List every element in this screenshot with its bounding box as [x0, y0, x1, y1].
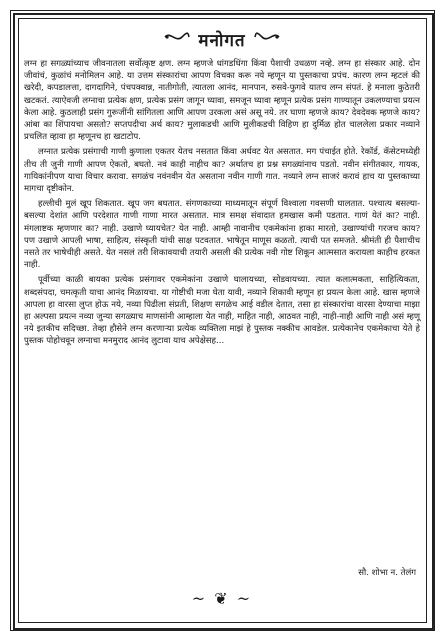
paragraph-3: हल्लीची मुलं खूप शिकतात. खूप जग बघतात. संगणकाच्या माध्यमातून संपूर्ण विश्वाला गवसणी घालतात. पश्चात्य बसल्या-बसल्या देशांत आणि परदेशात गाणी गाणा मारत असतात. मात्र समक्ष संवादात हमखास कमी पडतात. गाणं येतं का? नाही. मंगलाष्टक म्हणणार का? नाही. उखाणे घ्यायचेत? येत नाही. आम्ही नावानीच एकमेकांना हाका मारतो, उखाण्यांची गरजच काय? पण उखाणे आपली भाषा, साहित्य, संस्कृती यांची साक्ष पटवतात. भाषेतून माणूस कळतो. त्याची पत समजते. श्रीमंती ही पैशाचीच नसते तर भाषेचीही असते. येत नसलं तरी शिकावयाची तयारी असली की प्रत्येक नवी गोष्ट शिकून आत्मसात करायला काहीच हरकत नाही.	[24, 199, 420, 271]
document-body	[24, 58, 420, 351]
page-header	[24, 26, 420, 52]
author-signature: सौ. शोभा न. तेलंग	[358, 568, 416, 578]
page-footer	[24, 588, 420, 608]
swash-ornament-footer-icon: ~ ❦ ~	[191, 588, 253, 608]
paragraph-4: पूर्वीच्या काळी बायका प्रत्येक प्रसंगावर एकमेकांना उखाणे घालायच्या, सोडवायच्या. त्यात कलात्मकता, साहित्यिकता, शब्दसंपदा, चमत्कृती याचा आनंद मिळायचा. या गोष्टीची मजा घेता यावी, नव्याने शिकावी म्हणून हा प्रयत्न केला आहे. खास म्हणजे आपला हा वारसा लुप्त होऊ नये, नव्या पिढीला संप्रती, शिक्षण सगळेच आई वडील देतात, तसा हा संस्कारांचा वारसा देण्याचा माझा हा अल्पसा प्रयत्न नव्या जुन्या सगळ्याच माणसांनी आम्हाला येत नाही, माहित नाही, आठवत नाही, नाही-नाही आणि नाही असं म्हणू नये इतकीच सदिच्छा. तेव्हा हौसेने लग्न करणाऱ्या प्रत्येक व्यक्तिला माझं हे पुस्तक नक्कीच आवडेल. प्रत्येकानेच एकमेकाचा येते हे पुस्तक पोहोचवून लग्नाचा मनमुराद आनंद लुटावा याच अपेक्षेसह...	[24, 275, 420, 347]
page-title: मनोगत	[198, 30, 246, 51]
swash-ornament-left-icon	[164, 30, 190, 48]
paragraph-1: लग्न हा सगळ्यांच्याच जीवनातला सर्वोत्कृष्ट क्षण. लग्न म्हणजे धांगडधिंगा किंवा पैशाची उधळण नव्हे. लग्न हा संस्कार आहे. दोन जीवांचं, कुळांचं मनोमिलन आहे. या उत्तम संस्कारांचा आपण विचका करू नये म्हणून या पुस्तकाचा प्रपंच. कारण लग्न म्हटलं की खरेदी, कपडालत्ता, दागदागिने, पंचपक्वान्न, नातीगोती, त्यातला आनंद, मानपान, रुसवे-फुगवे यातच लग्न संपतं. हे मनाला कुठेतरी खटकतं. त्याऐवजी लग्नाचा प्रत्येक क्षण, प्रत्येक प्रसंग जागून घ्यावा, समजून घ्यावा म्हणून प्रत्येक प्रसंग गाण्यातून उकलण्याचा प्रयत्न केला आहे. कुठलाही प्रसंग गुरूजींनी सांगितला आणि आपण उरकला असं असू नये. तर घाणा म्हणजे काय? देवदेवक म्हणजे काय? आंबा का शिंपायचा असतो? सप्तपदीचा अर्थ काय? मुलाकडची आणि मुलीकडची विहिण हा दुर्मिळ होत चाललेला प्रकार नव्याने प्रचलित व्हावा हा म्हणूनच हा खटाटोप.	[24, 59, 420, 143]
document-page	[24, 22, 420, 618]
paragraph-2: लग्नात प्रत्येक प्रसंगाची गाणी कुणाला एकतर येतच नसतात किंवा अर्धवट येत असतात. मग पंचाईत होते. रेकॉर्ड, कॅसेटमध्येही तीच ती जुनी गाणी आपण ऐकतो, बघतो. नवं काही नाहीच का? अर्थातच हा प्रश्न सगळ्यांनाच पडतो. नवीन संगीतकार, गायक, गायिकांनीपण याचा विचार करावा. सगळंच नवंनवीन येत असताना नवीन गाणी गात. नव्याने लग्न साजरं करावं हाच या पुस्तकाच्या मागचा दृष्टीकोन.	[24, 147, 420, 195]
swash-ornament-right-icon	[254, 30, 280, 48]
